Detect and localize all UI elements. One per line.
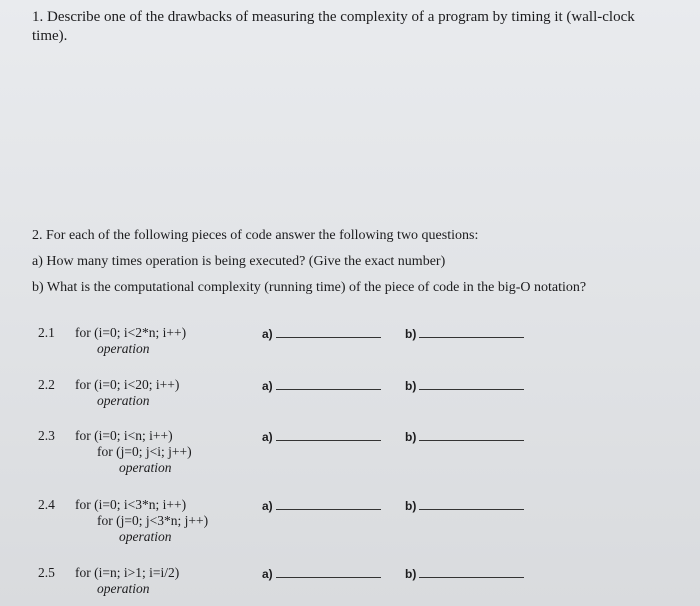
- answer-a-blank[interactable]: [276, 497, 381, 510]
- code-operation: operation: [119, 529, 172, 544]
- item-number: 2.4: [38, 497, 55, 512]
- code-operation: operation: [119, 460, 172, 475]
- answer-b-blank[interactable]: [419, 428, 524, 441]
- answer-b: [405, 565, 524, 582]
- answer-b-blank[interactable]: [419, 325, 524, 338]
- answer-a-blank[interactable]: [276, 565, 381, 578]
- answer-a-label: a): [262, 567, 273, 581]
- answer-b-blank[interactable]: [419, 565, 524, 578]
- code-line: for (i=0; i<n; i++): [75, 428, 173, 443]
- code-line-inner: for (j=0; j<3*n; j++): [97, 513, 209, 528]
- code-line: for (i=0; i<20; i++): [75, 377, 180, 392]
- answer-b: [405, 325, 524, 342]
- answer-a: [262, 565, 381, 582]
- answer-a: [262, 377, 381, 394]
- answer-b: [405, 497, 524, 514]
- code-line: for (i=0; i<3*n; i++): [75, 497, 187, 512]
- answer-b-label: b): [405, 499, 417, 513]
- question-1: 1. Describe one of the drawbacks of measuring the complexity of a program by timing it (wall-clock time).: [32, 9, 635, 44]
- answer-b-label: b): [405, 379, 417, 393]
- code-block: [75, 565, 179, 597]
- answer-b: [405, 377, 524, 394]
- answer-a-label: a): [262, 430, 273, 444]
- code-operation: operation: [97, 341, 150, 356]
- answer-a: [262, 428, 381, 445]
- answer-a-label: a): [262, 499, 273, 513]
- item-number: 2.2: [38, 377, 55, 392]
- code-block: [75, 325, 186, 357]
- answer-a-label: a): [262, 327, 273, 341]
- question-2-part-a: a) How many times operation is being executed? (Give the exact number): [32, 254, 446, 269]
- item-number: 2.5: [38, 565, 55, 580]
- answer-a-label: a): [262, 379, 273, 393]
- item-number: 2.1: [38, 325, 55, 340]
- answer-b-label: b): [405, 327, 417, 341]
- question-2-intro: 2. For each of the following pieces of code answer the following two questions:: [32, 228, 479, 243]
- code-block: [75, 377, 179, 409]
- answer-a-blank[interactable]: [276, 325, 381, 338]
- answer-b-label: b): [405, 567, 417, 581]
- answer-b-label: b): [405, 430, 417, 444]
- answer-b-blank[interactable]: [419, 377, 524, 390]
- answer-a-blank[interactable]: [276, 377, 381, 390]
- answer-a-blank[interactable]: [276, 428, 381, 441]
- question-2-part-b: b) What is the computational complexity (running time) of the piece of code in the big-O notation?: [32, 280, 587, 295]
- code-block: [75, 428, 192, 476]
- code-block: [75, 497, 208, 545]
- item-number: 2.3: [38, 428, 55, 443]
- answer-a: [262, 325, 381, 342]
- code-operation: operation: [97, 393, 150, 408]
- code-line-inner: for (j=0; j<i; j++): [97, 444, 192, 459]
- answer-b-blank[interactable]: [419, 497, 524, 510]
- answer-b: [405, 428, 524, 445]
- code-operation: operation: [97, 581, 150, 596]
- answer-a: [262, 497, 381, 514]
- code-line: for (i=n; i>1; i=i/2): [75, 565, 180, 580]
- code-line: for (i=0; i<2*n; i++): [75, 325, 187, 340]
- question-2: [32, 223, 682, 301]
